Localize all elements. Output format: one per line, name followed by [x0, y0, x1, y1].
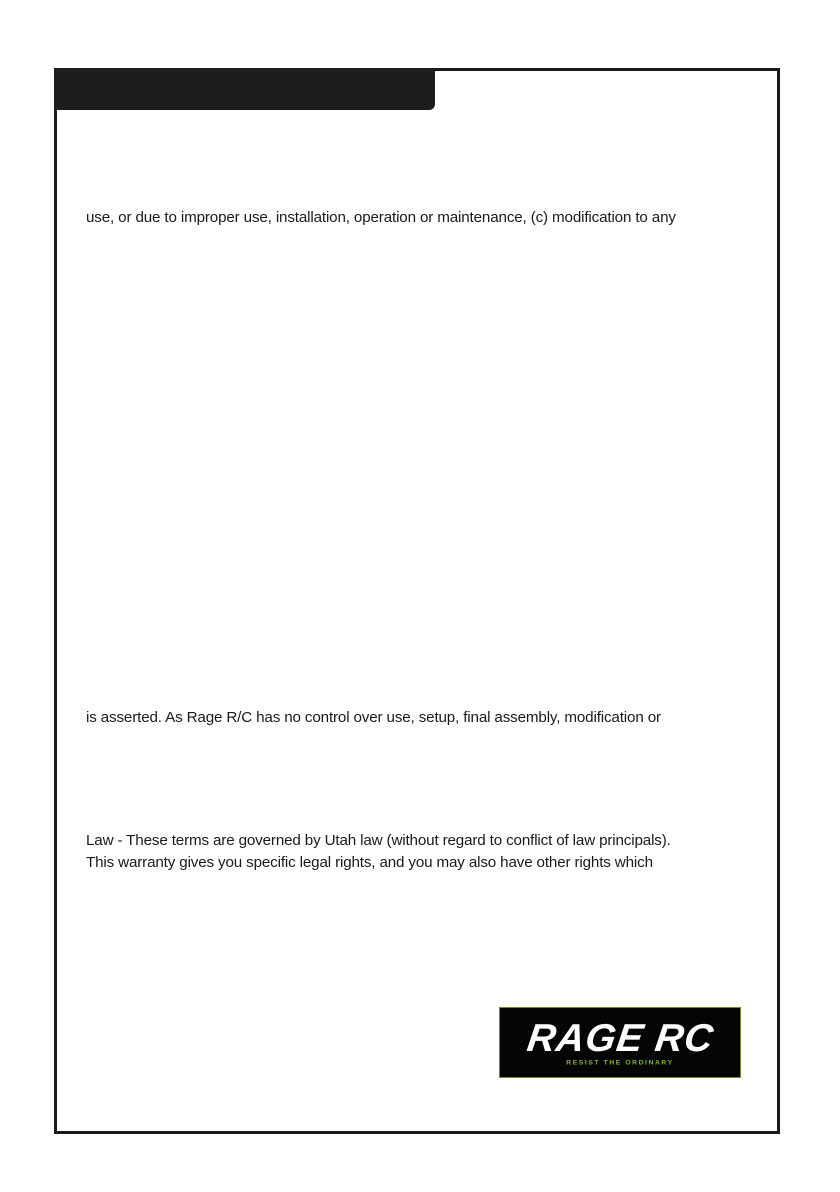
header-tab [54, 68, 435, 110]
governing-law-line: Law - These terms are governed by Utah law (without regard to conflict of law principals). [86, 832, 671, 849]
rage-rc-logo [499, 1007, 741, 1078]
logo-tagline-text: RESIST THE ORDINARY [566, 1059, 674, 1067]
legal-rights-line: This warranty gives you specific legal rights, and you may also have other rights which [86, 854, 653, 871]
warranty-text-line: is asserted. As Rage R/C has no control over use, setup, final assembly, modification or [86, 709, 661, 726]
rage-rc-logo-graphic [500, 1008, 740, 1077]
warranty-text-line: use, or due to improper use, installation, operation or maintenance, (c) modification to any [86, 209, 676, 226]
logo-brand-text: RAGE RC [524, 1016, 717, 1060]
